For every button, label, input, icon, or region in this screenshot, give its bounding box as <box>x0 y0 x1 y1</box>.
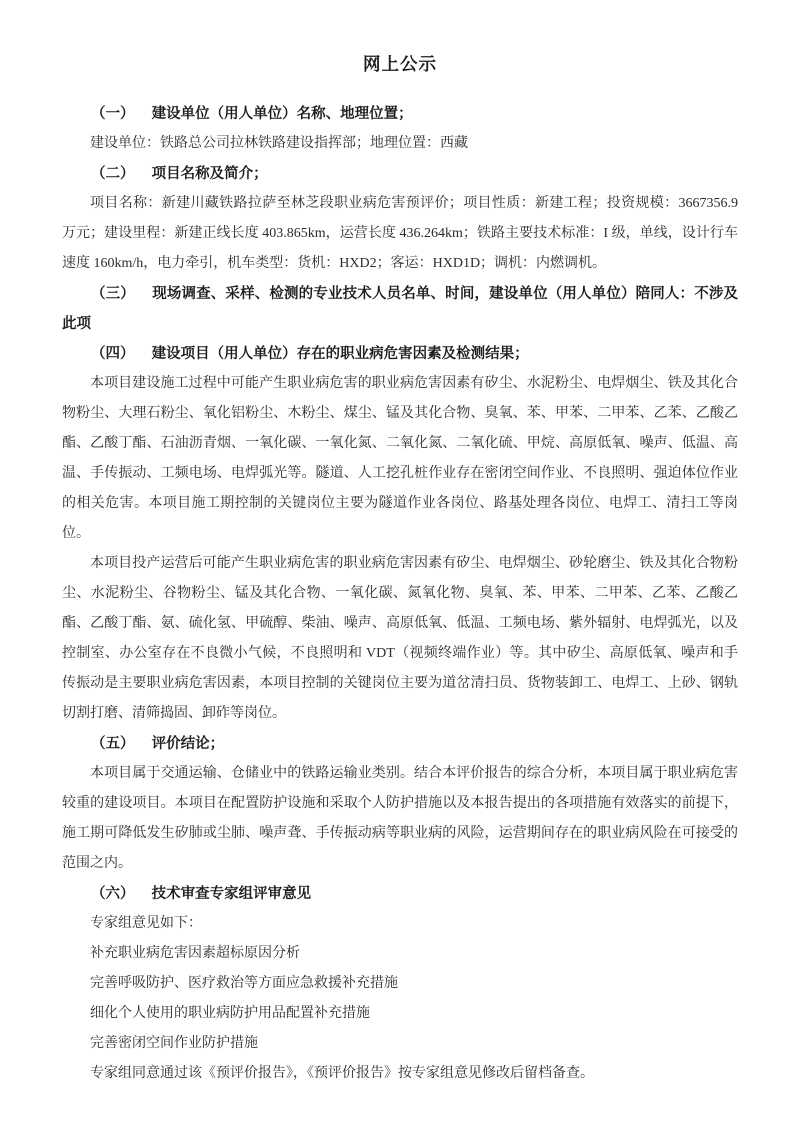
section-heading-text: 现场调查、采样、检测的专业技术人员名单、时间，建设单位（用人单位）陪同人：不涉及此项 <box>62 286 739 332</box>
section-heading <box>62 729 738 759</box>
paragraph: 项目名称：新建川藏铁路拉萨至林芝段职业病危害预评价；项目性质：新建工程；投资规模：3667356.9 万元；建设里程：新建正线长度 403.865km，运营长度 436.264km；铁路主要技术标准：I 级，单线，设计行车速度 160km/h，电力牵引，机车类型：货机：HXD2；客运：HXD1D；调机：内燃调机。 <box>62 196 738 271</box>
paragraph: 本项目建设施工过程中可能产生职业病危害的职业病危害因素有矽尘、水泥粉尘、电焊烟尘、铁及其化合物粉尘、大理石粉尘、氧化铝粉尘、木粉尘、煤尘、锰及其化合物、臭氧、苯、甲苯、二甲苯、乙苯、乙酸乙酯、乙酸丁酯、石油沥青烟、一氧化碳、一氧化氮、二氧化氮、二氧化硫、甲烷、高原低氧、噪声、低温、高温、手传振动、工频电场、电焊弧光等。隧道、人工挖孔桩作业存在密闭空间作业、不良照明、强迫体位作业的相关危害。本项目施工期控制的关键岗位主要为隧道作业各岗位、路基处理各岗位、电焊工、清扫工等岗位。 <box>62 376 738 541</box>
paragraph: 补充职业病危害因素超标原因分析 <box>90 946 300 961</box>
section-number: （一） <box>91 106 135 122</box>
section-heading <box>62 159 738 189</box>
paragraph: 建设单位：铁路总公司拉林铁路建设指挥部；地理位置：西藏 <box>90 136 468 151</box>
section-heading-text: 建设项目（用人单位）存在的职业病危害因素及检测结果； <box>151 346 529 362</box>
section-heading <box>62 879 738 909</box>
section-project-intro <box>62 159 738 279</box>
section-number: （五） <box>91 736 135 752</box>
paragraph: 完善呼吸防护、医疗救治等方面应急救援补充措施 <box>90 976 398 991</box>
paragraph: 专家组同意通过该《预评价报告》，《预评价报告》按专家组意见修改后留档备查。 <box>90 1066 594 1081</box>
section-evaluation-conclusion <box>62 729 738 879</box>
section-expert-review <box>62 879 738 1089</box>
paragraph: 本项目投产运营后可能产生职业病危害的职业病危害因素有矽尘、电焊烟尘、砂轮磨尘、铁及其化合物粉尘、水泥粉尘、谷物粉尘、锰及其化合物、一氧化碳、氮氧化物、臭氧、苯、甲苯、二甲苯、乙苯、乙酸乙酯、乙酸丁酯、氨、硫化氢、甲硫醇、柴油、噪声、高原低氧、低温、工频电场、紫外辐射、电焊弧光，以及控制室、办公室存在不良微小气候，不良照明和 VDT（视频终端作业）等。其中矽尘、高原低氧、噪声和手传振动是主要职业病危害因素，本项目控制的关键岗位主要为道岔清扫员、货物装卸工、电焊工、上砂、钢轨切割打磨、清筛捣固、卸砟等岗位。 <box>62 556 738 721</box>
section-heading <box>62 99 738 129</box>
paragraph: 专家组意见如下： <box>90 916 202 931</box>
paragraph: 本项目属于交通运输、仓储业中的铁路运输业类别。结合本评价报告的综合分析，本项目属于职业病危害较重的建设项目。本项目在配置防护设施和采取个人防护措施以及本报告提出的各项措施有效落实的前提下，施工期可降低发生矽肺或尘肺、噪声聋、手传振动病等职业病的风险，运营期间存在的职业病风险在可接受的范围之内。 <box>62 766 738 871</box>
section-number: （二） <box>91 166 135 182</box>
section-heading-text: 项目名称及简介； <box>151 166 268 182</box>
document-title: 网上公示 <box>363 54 437 74</box>
section-heading <box>62 279 738 339</box>
section-number: （六） <box>91 886 135 902</box>
paragraph: 细化个人使用的职业病防护用品配置补充措施 <box>90 1006 370 1021</box>
section-number: （三） <box>91 286 135 302</box>
section-number: （四） <box>91 346 135 362</box>
section-heading-text: 评价结论； <box>151 736 225 752</box>
section-hazard-factors <box>62 339 738 729</box>
paragraph: 完善密闭空间作业防护措施 <box>90 1036 258 1051</box>
section-construction-unit <box>62 99 738 159</box>
section-heading <box>62 339 738 369</box>
section-heading-text: 建设单位（用人单位）名称、地理位置； <box>151 106 413 122</box>
section-heading-text: 技术审查专家组评审意见 <box>151 886 312 902</box>
section-site-survey <box>62 279 738 339</box>
